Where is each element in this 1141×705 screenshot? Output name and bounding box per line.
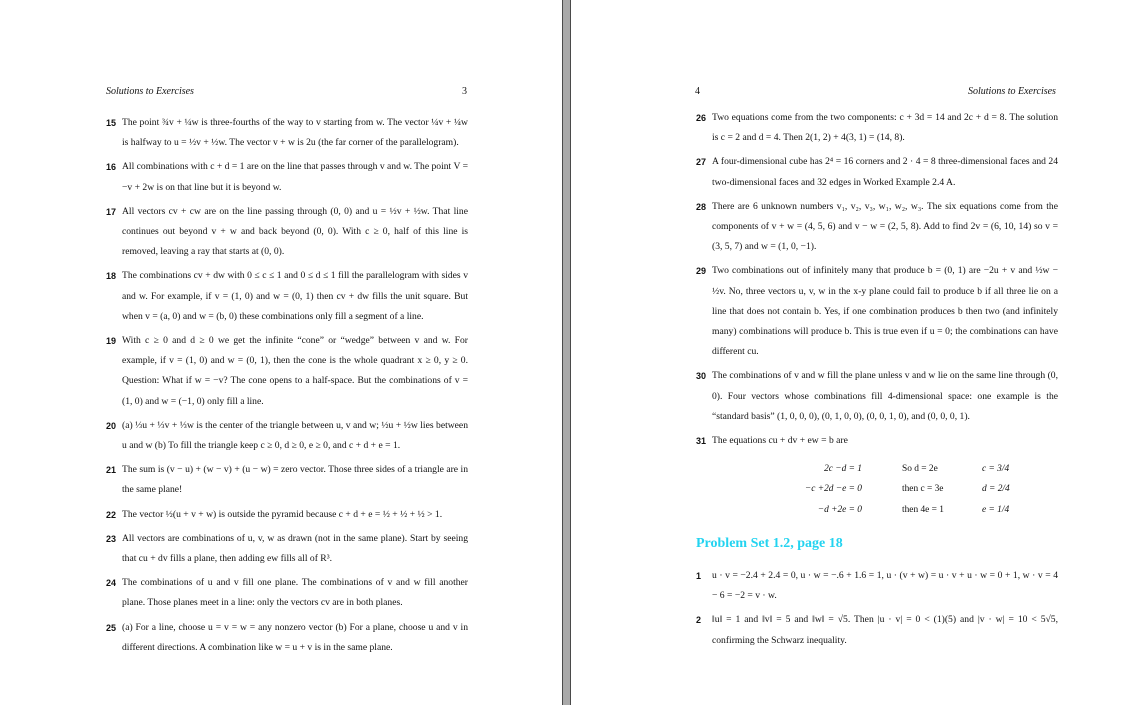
- exercise-text: The sum is (v − u) + (w − v) + (u − w) = zero vector. Those three sides of a triangle are in the same plane!: [122, 464, 468, 496]
- equation-row: 2c −d = 1 So d = 2e c = 3/4: [824, 464, 1010, 475]
- page-separator: [562, 0, 571, 705]
- exercise-text: (a) ⅓u + ⅓v + ⅓w is the center of the triangle between u, v and w; ½u + ½w lies between u and w (b) To fill the triangle keep c ≥ 0, d ≥ 0, e ≥ 0, and c + d + e = 1.: [122, 419, 468, 452]
- exercise-text: The equations cu + dv + ew = b are: [712, 435, 848, 447]
- exercise-text: u · v = −2.4 + 2.4 = 0, u · w = −.6 + 1.6 = 1, u · (v + w) = u · v + u · w = 0 + 1, w · v = 4 − 6 = −2 = v · w.: [712, 570, 1058, 602]
- exercise-text: There are 6 unknown numbers v₁, v₂, v₃, w₁, w₂, w₃. The six equations come from the components of v + w = (4, 5, 6) and v − w = (2, 5, 8). Add to find 2v = (6, 10, 14) so v = (3, 5, 7) and w = (1, 0, −1).: [712, 200, 1058, 253]
- exercise-text: All vectors are combinations of u, v, w as drawn (not in the same plane). Start by seeing that cu + dv fills a plane, then adding ew fills all of R³.: [122, 532, 468, 565]
- exercise-text: The point ¾v + ¼w is three-fourths of the way to v starting from w. The vector ¼v + ¼w is halfway to u = ½v + ½w. The vector v + w is 2u (the far corner of the parallelogram).: [122, 117, 468, 149]
- page-number: 3: [462, 86, 467, 97]
- running-head: Solutions to Exercises: [968, 86, 1056, 97]
- exercise-text: The vector ½(u + v + w) is outside the pyramid because c + d + e = ½ + ½ + ½ > 1.: [122, 508, 443, 520]
- exercise-16: 16 All combinations with c + d = 1 are on the line that passes through v and w. The point V = −v + 2w is on that line but it is beyond w.: [106, 161, 469, 193]
- exercise-text: A four-dimensional cube has 2⁴ = 16 corners and 2 · 4 = 8 three-dimensional faces and 24 two-dimensional faces and 32 edges in Worked Example 2.4 A.: [712, 156, 1058, 188]
- exercise-21: 21 The sum is (v − u) + (w − v) + (u − w) = zero vector. Those three sides of a triangle are in the same plane!: [106, 464, 468, 496]
- exercise-22: 22 The vector ½(u + v + w) is outside the pyramid because c + d + e = ½ + ½ + ½ > 1.: [106, 508, 443, 520]
- exercise-text: All vectors cv + cw are on the line passing through (0, 0) and u = ½v + ½w. That line continues out beyond v + w and back beyond (0, 0). With c ≥ 0, half of this line is removed, leaving a ray that starts at (0, 0).: [122, 205, 468, 258]
- exercise-15: 15 The point ¾v + ¼w is three-fourths of the way to v starting from w. The vector ¼v + ¼w is halfway to u = ½v + ½w. The vector v + w is 2u (the far corner of the parallelogram).: [106, 117, 468, 149]
- exercise-text: (a) For a line, choose u = v = w = any nonzero vector (b) For a plane, choose u and v in different directions. A combination like w = u + v is in the same plane.: [122, 621, 468, 653]
- exercise-26: 26 Two equations come from the two components: c + 3d = 14 and 2c + d = 8. The solution is c = 2 and d = 4. Then 2(1, 2) + 4(3, 1) = (14, 8).: [696, 112, 1058, 144]
- exercise-list: [696, 108, 1058, 655]
- exercise-20: 20 (a) ⅓u + ⅓v + ⅓w is the center of the triangle between u, v and w; ½u + ½w lies between u and w (b) To fill the triangle keep c ≥ 0, d ≥ 0, e ≥ 0, and c + d + e = 1.: [106, 419, 468, 452]
- page-number: 4: [695, 86, 700, 97]
- exercise-text: With c ≥ 0 and d ≥ 0 we get the infinite “cone” or “wedge” between v and w. For example, if v = (1, 0) and w = (0, 1), then the cone is the whole quadrant x ≥ 0, y ≥ 0. Question: What if w = −v? The cone opens to a half-space. But the combinations of v = (1, 0) and w = (−1, 0) only fill a line.: [122, 335, 468, 407]
- exercise-2: 2 ‖u‖ = 1 and ‖v‖ = 5 and ‖w‖ = √5. Then |u · v| = 0 < (1)(5) and |v · w| = 10 < 5√5, confirming the Schwarz inequality.: [696, 614, 1058, 646]
- equation-system: [762, 459, 1042, 520]
- page-3: [0, 0, 562, 705]
- exercise-30: 30 The combinations of v and w fill the plane unless v and w lie on the same line through (0, 0). Four vectors whose combinations fill 4-dimensional space: one example is the “standard basis” (1, 0, 0, 0), (0, 1, 0, 0), (0, 0, 1, 0), and (0, 0, 0, 1).: [696, 370, 1058, 422]
- exercise-29: 29 Two combinations out of infinitely many that produce b = (0, 1) are −2u + v and ½w − ½v. No, three vectors u, v, w in the x-y plane could fail to produce b if all three lie on a line that does not contain b. Yes, if one combination produces b then two (and infinitely many) combinations will produce b. This is true even if u = 0; the combinations can have different cu.: [696, 265, 1058, 358]
- exercise-text: The combinations of u and v fill one plane. The combinations of v and w fill another plane. Those planes meet in a line: only the vectors cv are in both planes.: [122, 577, 468, 609]
- exercise-31: 31 The equations cu + dv + ew = b are: [696, 435, 848, 447]
- exercise-17: 17 All vectors cv + cw are on the line passing through (0, 0) and u = ½v + ½w. That line continues out beyond v + w and back beyond (0, 0). With c ≥ 0, half of this line is removed, leaving a ray that starts at (0, 0).: [106, 205, 468, 258]
- exercise-27: 27 A four-dimensional cube has 2⁴ = 16 corners and 2 · 4 = 8 three-dimensional faces and 24 two-dimensional faces and 32 edges in Worked Example 2.4 A.: [696, 156, 1058, 188]
- exercise-text: All combinations with c + d = 1 are on the line that passes through v and w. The point V = −v + 2w is on that line but it is beyond w.: [122, 161, 469, 193]
- exercise-19: 19 With c ≥ 0 and d ≥ 0 we get the infinite “cone” or “wedge” between v and w. For example, if v = (1, 0) and w = (0, 1), then the cone is the whole quadrant x ≥ 0, y ≥ 0. Question: What if w = −v? The cone opens to a half-space. But the combinations of v = (1, 0) and w = (−1, 0) only fill a line.: [106, 335, 468, 407]
- exercise-28: 28 There are 6 unknown numbers v₁, v₂, v₃, w₁, w₂, w₃. The six equations come from the components of v + w = (4, 5, 6) and v − w = (2, 5, 8). Add to find 2v = (6, 10, 14) so v = (3, 5, 7) and w = (1, 0, −1).: [696, 200, 1058, 253]
- equation-row: −d +2e = 0 then 4e = 1 e = 1/4: [817, 504, 1010, 515]
- exercise-list: [106, 113, 468, 662]
- exercise-text: Two equations come from the two components: c + 3d = 14 and 2c + d = 8. The solution is c = 2 and d = 4. Then 2(1, 2) + 4(3, 1) = (14, 8).: [712, 112, 1058, 144]
- page-4: [571, 0, 1141, 705]
- exercise-18: 18 The combinations cv + dw with 0 ≤ c ≤ 1 and 0 ≤ d ≤ 1 fill the parallelogram with sides v and w. For example, if v = (1, 0) and w = (0, 1) then cv + dw fills the unit square. But when v = (a, 0) and w = (b, 0) these combinations only fill a segment of a line.: [106, 270, 468, 322]
- exercise-text: The combinations of v and w fill the plane unless v and w lie on the same line through (0, 0). Four vectors whose combinations fill 4-dimensional space: one example is the “standard basis” (1, 0, 0, 0), (0, 1, 0, 0), (0, 0, 1, 0), and (0, 0, 0, 1).: [712, 370, 1058, 422]
- running-head: Solutions to Exercises: [106, 86, 194, 97]
- exercise-text: The combinations cv + dw with 0 ≤ c ≤ 1 and 0 ≤ d ≤ 1 fill the parallelogram with sides v and w. For example, if v = (1, 0) and w = (0, 1) then cv + dw fills the unit square. But when v = (a, 0) and w = (b, 0) these combinations only fill a segment of a line.: [122, 270, 468, 322]
- exercise-24: 24 The combinations of u and v fill one plane. The combinations of v and w fill another plane. Those planes meet in a line: only the vectors cv are in both planes.: [106, 577, 468, 609]
- exercise-text: ‖u‖ = 1 and ‖v‖ = 5 and ‖w‖ = √5. Then |u · v| = 0 < (1)(5) and |v · w| = 10 < 5√5, confirming the Schwarz inequality.: [712, 614, 1058, 646]
- exercise-25: 25 (a) For a line, choose u = v = w = any nonzero vector (b) For a plane, choose u and v in different directions. A combination like w = u + v is in the same plane.: [106, 621, 468, 653]
- exercise-23: 23 All vectors are combinations of u, v, w as drawn (not in the same plane). Start by seeing that cu + dv fills a plane, then adding ew fills all of R³.: [106, 532, 468, 565]
- section-title: Problem Set 1.2, page 18: [696, 535, 843, 551]
- equation-row: −c +2d −e = 0 then c = 3e d = 2/4: [804, 484, 1010, 495]
- exercise-text: Two combinations out of infinitely many that produce b = (0, 1) are −2u + v and ½w − ½v. No, three vectors u, v, w in the x-y plane could fail to produce b if all three lie on a line that does not contain b. Yes, if one combination produces b then two (and infinitely many) combinations will produce b. This is true even if u = 0; the combinations can have different cu.: [712, 265, 1058, 358]
- exercise-1: 1 u · v = −2.4 + 2.4 = 0, u · w = −.6 + 1.6 = 1, u · (v + w) = u · v + u · w = 0 + 1, w · v = 4 − 6 = −2 = v · w.: [696, 570, 1058, 602]
